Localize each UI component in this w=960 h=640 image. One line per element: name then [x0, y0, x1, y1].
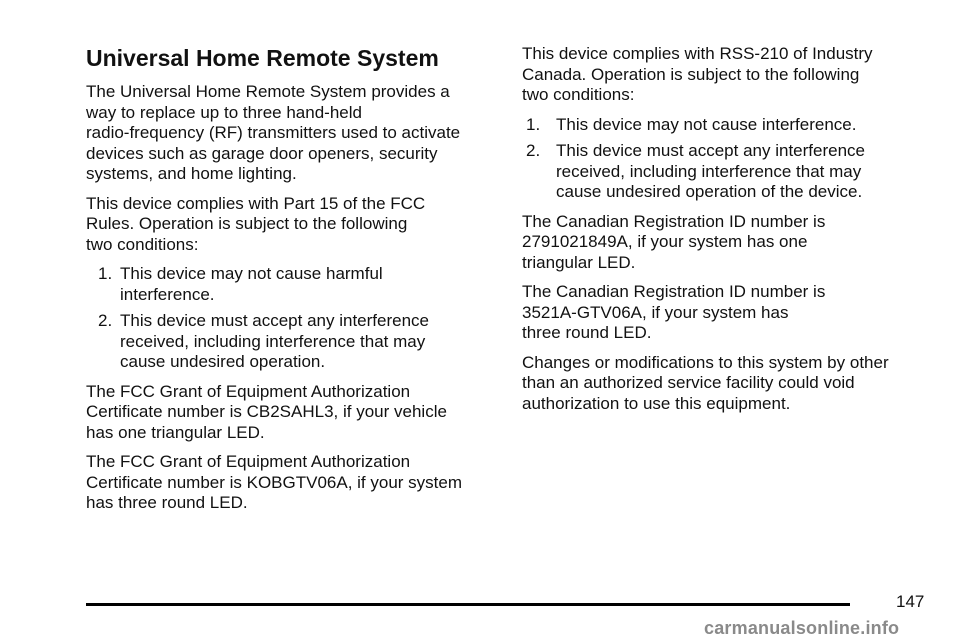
fcc-certificate-triangular-paragraph: The FCC Grant of Equipment Authorization Certificate number is CB2SAHL3, if your vehicle has one triangular LED. — [86, 381, 447, 442]
page-number: 147 — [896, 592, 925, 611]
fcc-conditions-list — [86, 264, 496, 373]
list-item-text: This device may not cause harmful interference. — [120, 264, 383, 304]
list-item — [522, 115, 932, 136]
list-item-number: 2. — [98, 311, 113, 330]
list-item-number: 1. — [98, 264, 113, 283]
list-item-number: 2. — [526, 141, 541, 160]
list-item — [522, 141, 932, 203]
intro-paragraph: The Universal Home Remote System provides a way to replace up to three hand-held radio-frequency (RF) transmitters used to activate devices such as garage door openers, security systems, and home lighting. — [86, 82, 461, 183]
list-item-text: This device must accept any interference received, including interference that may cause undesired operation of the device. — [556, 141, 865, 201]
canadian-id-round-paragraph: The Canadian Registration ID number is 3521A-GTV06A, if your system has three round LED. — [522, 282, 826, 342]
section-title: Universal Home Remote System — [86, 45, 439, 71]
list-item-text: This device must accept any interference received, including interference that may cause undesired operation. — [120, 311, 429, 371]
ic-conditions-list — [522, 115, 932, 203]
fcc-compliance-paragraph: This device complies with Part 15 of the FCC Rules. Operation is subject to the following two conditions: — [86, 193, 426, 254]
list-item — [86, 311, 496, 373]
list-item-text: This device may not cause interference. — [556, 114, 857, 134]
right-column — [522, 44, 932, 423]
left-column — [86, 44, 496, 523]
canadian-id-triangular-paragraph: The Canadian Registration ID number is 2791021849A, if your system has one triangular LED. — [522, 211, 826, 272]
list-item-number: 1. — [526, 114, 541, 134]
watermark: carmanualsonline.info — [704, 618, 900, 638]
modifications-warning-paragraph: Changes or modifications to this system by other than an authorized service facility could void authorization to use this equipment. — [522, 352, 889, 413]
footer-rule — [86, 603, 850, 606]
list-item — [86, 264, 496, 305]
rss-compliance-paragraph: This device complies with RSS-210 of Industry Canada. Operation is subject to the following two conditions: — [522, 44, 873, 104]
fcc-certificate-round-paragraph: The FCC Grant of Equipment Authorization Certificate number is KOBGTV06A, if your system has three round LED. — [86, 452, 463, 512]
